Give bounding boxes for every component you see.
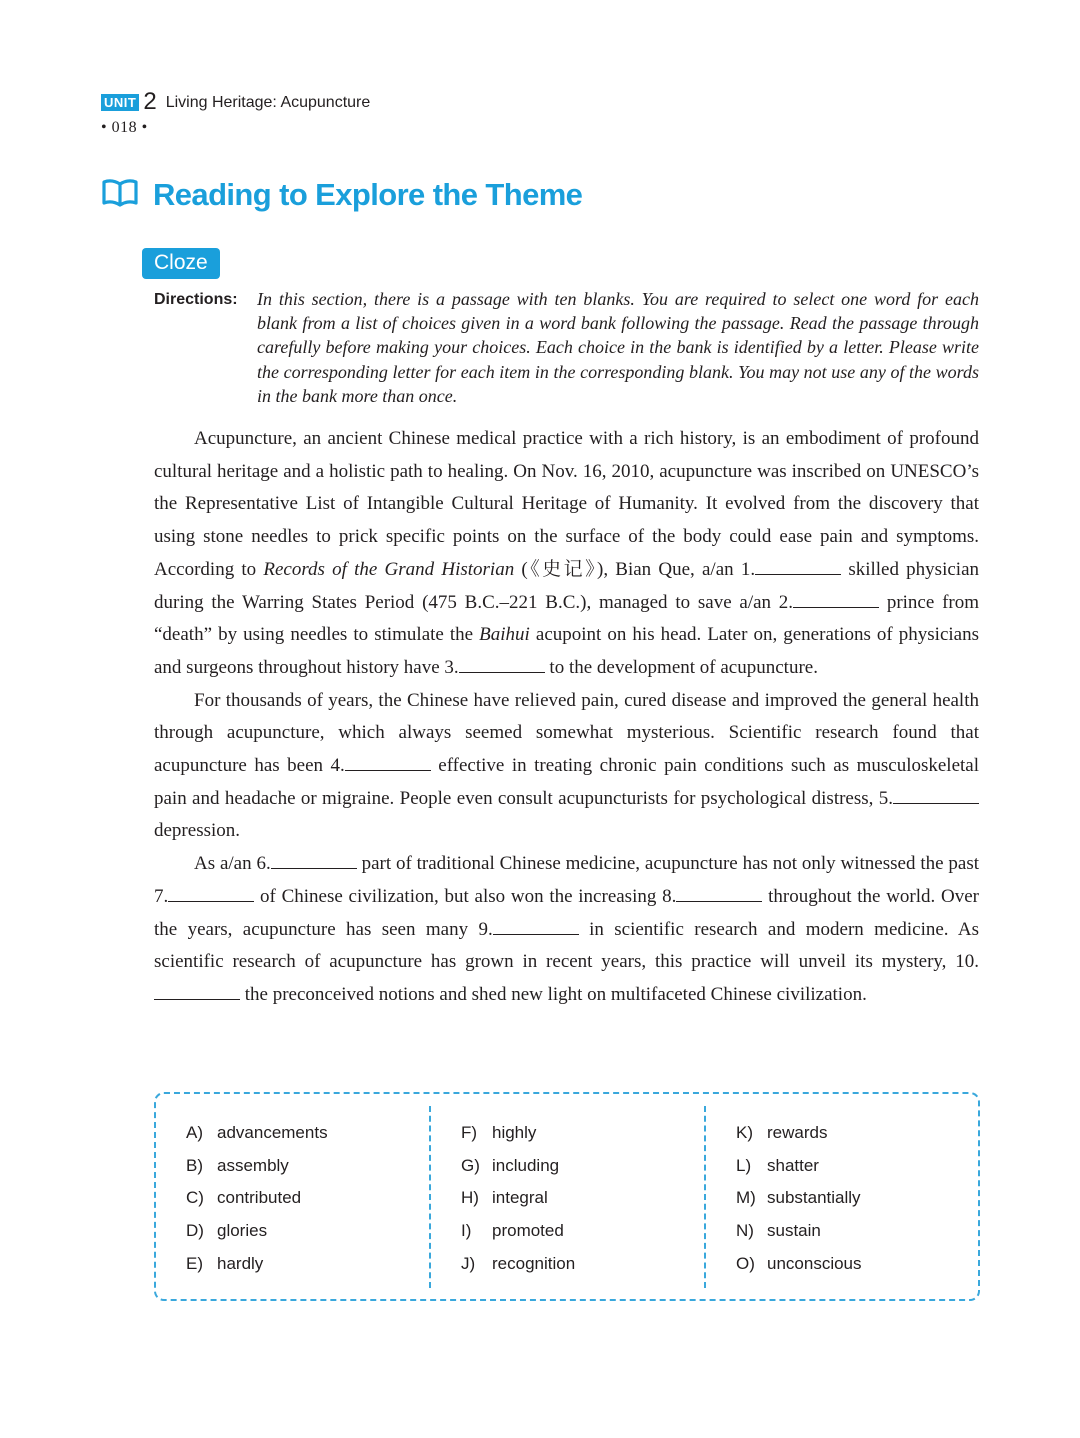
directions-text: In this section, there is a passage with ten blanks. You are required to select one word for each blank from a list of choices given in a word bank following the passage. Read the passage through carefully before making your choices. Each choice in the bank is identified by a letter. Please write the corresponding letter for each item in the corresponding blank. You may not use any of the words in the bank more than once. [257,289,979,406]
word-bank-option: K) rewards [736,1123,828,1142]
term-baihui: Baihui [479,624,530,646]
blank-8[interactable] [676,883,762,902]
word-bank-option: C) contributed [186,1188,302,1208]
directions-label: Directions: [154,291,238,308]
blank-1[interactable] [755,556,841,575]
passage-text: (《史记》), Bian Que, a/an 1. [514,558,756,580]
unit-tag: UNIT [101,94,139,111]
blank-3[interactable] [459,654,545,673]
word-bank-column-3 [736,1117,862,1281]
word-bank-option: E) hardly [186,1253,264,1273]
paragraph-2 [154,685,979,849]
word-bank-column-2 [461,1117,575,1281]
passage-text: to the development of acupuncture. [544,656,818,678]
word-bank-option: O) unconscious [736,1253,862,1273]
page-number: • 018 • [101,119,148,136]
open-book-icon [101,178,139,213]
word-bank-option: H) integral [461,1188,548,1208]
paragraph-1 [154,423,979,685]
word-bank-option: G) including [461,1155,560,1175]
word-bank-option: N) sustain [736,1221,821,1241]
passage-text: of Chinese civilization, but also won the increasing 8. [254,885,677,907]
blank-7[interactable] [168,883,254,902]
unit-header [101,90,370,114]
word-bank-option: F) highly [461,1123,537,1142]
word-bank-option: J) recognition [461,1253,576,1273]
passage-text: As a/an 6. [194,853,271,875]
passage-text: For thousands of years, the Chinese have relieved pain, cured disease and improved the general health through acupuncture, which always seemed somewhat mysterious. Scientific research found that acupuncture has been 4. [154,689,979,777]
word-bank-option: D) glories [186,1221,268,1241]
unit-title: Living Heritage: Acupuncture [165,94,371,111]
column-divider [429,1106,431,1288]
word-bank-option: L) shatter [736,1155,819,1175]
passage-text: prince from “death” by using needles to stimulate the [154,591,980,646]
passage-text: effective in treating chronic pain conditions such as musculoskeletal pain and headache or migraine. People even consult acupuncturists for psychological distress, 5. [154,755,979,809]
word-bank [154,1092,980,1301]
passage-text: depression. [154,820,241,842]
section-title: Reading to Explore the Theme [153,177,583,212]
word-bank-option: B) assembly [186,1155,289,1175]
passage-text: skilled physician during the Warring States Period (475 B.C.–221 B.C.), managed to save a/an 2. [154,558,979,613]
word-bank-column-1 [186,1117,328,1281]
paragraph-3 [154,848,979,1012]
word-bank-option: I) promoted [461,1221,564,1241]
blank-2[interactable] [793,589,879,608]
blank-5[interactable] [893,785,979,804]
word-bank-option: M) substantially [736,1188,861,1208]
passage-text: the preconceived notions and shed new light on multifaceted Chinese civilization. [240,983,867,1005]
cloze-tag: Cloze [142,248,220,279]
passage-text: acupoint on his head. Later on, generations of physicians and surgeons throughout history have 3. [154,624,979,678]
column-divider [704,1106,706,1288]
passage-text: Acupuncture, an ancient Chinese medical practice with a rich history, is an embodiment of profound cultural heritage and a holistic path to healing. On Nov. 16, 2010, acupuncture was inscribed on UNESCO’s the Representative List of Intangible Cultural Heritage of Humanity. It evolved from the discovery that using stone needles to prick specific points on the surface of the body could ease pain and symptoms. According to [154,428,979,580]
section-heading [101,177,582,213]
passage-text: part of traditional Chinese medicine, acupuncture has not only witnessed the past 7. [154,853,979,907]
blank-9[interactable] [493,916,579,935]
passage-text: throughout the world. Over the years, acupuncture has seen many 9. [154,885,979,940]
blank-4[interactable] [345,752,431,771]
word-bank-option: A) advancements [186,1123,328,1142]
book-title: Records of the Grand Historian [263,558,515,580]
blank-10[interactable] [154,981,240,1000]
passage [154,423,979,1012]
passage-text: in scientific research and modern medicine. As scientific research of acupuncture has grown in recent years, this practice will unveil its mystery, 10. [154,918,979,973]
blank-6[interactable] [271,850,357,869]
unit-number: 2 [143,88,157,115]
